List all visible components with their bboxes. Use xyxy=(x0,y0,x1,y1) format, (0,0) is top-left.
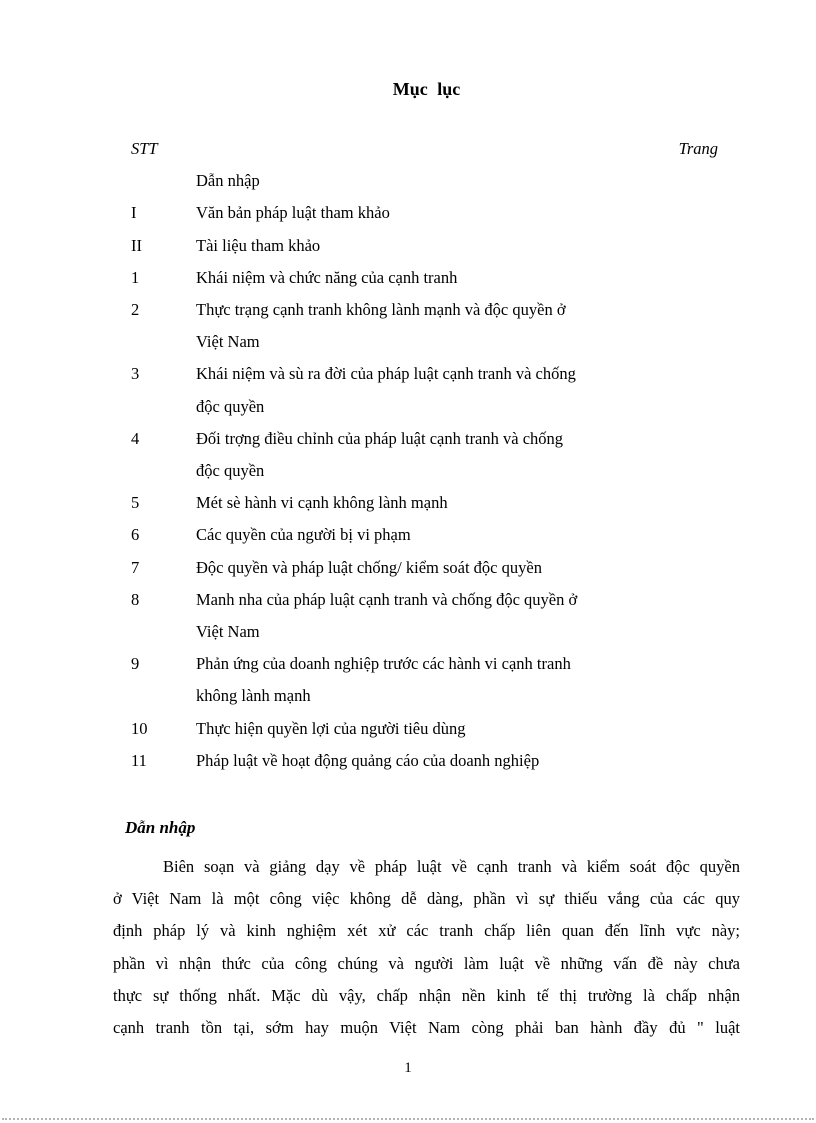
toc-item-title xyxy=(196,358,740,422)
page-number: 1 xyxy=(404,1060,412,1076)
toc-item-line: không lành mạnh xyxy=(196,686,311,706)
table-of-contents xyxy=(113,133,740,777)
toc-item-line: Phản ứng của doanh nghiệp trước các hành vi cạnh tranh xyxy=(196,654,571,674)
toc-item-title xyxy=(196,262,740,294)
toc-item-number xyxy=(113,165,196,197)
paragraph-line: định pháp lý và kinh nghiệm xét xử các tranh chấp liên quan đến lĩnh vực này; xyxy=(113,921,740,941)
toc-header-trang: Trang xyxy=(678,139,718,158)
toc-item-line: Văn bản pháp luật tham khảo xyxy=(196,203,390,223)
toc-row xyxy=(113,423,740,487)
toc-row xyxy=(113,584,740,648)
toc-items xyxy=(113,165,740,777)
toc-header-row xyxy=(113,133,740,165)
toc-item-number: 5 xyxy=(131,493,140,513)
toc-item-title xyxy=(196,165,740,197)
toc-item-line: Việt Nam xyxy=(196,332,260,352)
toc-item-line: Pháp luật về hoạt động quảng cáo của doanh nghiệp xyxy=(196,750,540,770)
toc-row xyxy=(113,294,740,358)
toc-item-number: II xyxy=(131,235,142,255)
paragraph-line: ở Việt Nam là một công việc không dễ dàng, phần vì sự thiếu vắng của các quy xyxy=(113,889,740,909)
toc-item-line: độc quyền xyxy=(196,396,265,416)
toc-item-title xyxy=(196,584,740,648)
toc-row xyxy=(113,487,740,519)
toc-item-title xyxy=(196,487,740,519)
toc-item-line: Việt Nam xyxy=(196,622,260,642)
page-content xyxy=(113,0,740,1044)
toc-item-title xyxy=(196,519,740,551)
toc-item-number: 7 xyxy=(131,557,140,577)
toc-item-title xyxy=(196,294,740,358)
toc-item-line: Mét sè hành vi cạnh không lành mạnh xyxy=(196,493,448,513)
toc-item-title xyxy=(196,745,740,777)
toc-item-number: 2 xyxy=(131,300,140,320)
toc-item-title xyxy=(196,713,740,745)
page-break-divider xyxy=(2,1118,814,1120)
toc-item-line: độc quyền xyxy=(196,461,265,481)
toc-item-title xyxy=(196,552,740,584)
paragraph-line: cạnh tranh tồn tại, sớm hay muộn Việt Nam còng phải ban hành đầy đủ " luật xyxy=(113,1017,740,1037)
page-title: Mục lục xyxy=(392,79,461,99)
toc-item-number: 9 xyxy=(131,654,140,674)
toc-item-line: Đối trợng điều chỉnh của pháp luật cạnh tranh và chống xyxy=(196,428,564,448)
section-heading: Dẫn nhập xyxy=(125,818,196,838)
toc-item-title xyxy=(196,648,740,712)
toc-item-number: 11 xyxy=(131,750,147,770)
toc-row xyxy=(113,165,740,197)
toc-row xyxy=(113,230,740,262)
toc-item-line: Các quyền của người bị vi phạm xyxy=(196,525,411,545)
toc-row xyxy=(113,519,740,551)
toc-item-number: 3 xyxy=(131,364,140,384)
toc-row xyxy=(113,552,740,584)
toc-item-title xyxy=(196,197,740,229)
intro-paragraph xyxy=(113,851,740,1044)
toc-row xyxy=(113,262,740,294)
toc-header-stt: STT xyxy=(131,139,158,158)
toc-item-line: Độc quyền và pháp luật chống/ kiểm soát độc quyền xyxy=(196,557,542,577)
toc-item-line: Manh nha của pháp luật cạnh tranh và chống độc quyền ở xyxy=(196,589,578,609)
toc-item-title xyxy=(196,230,740,262)
paragraph-line: thực sự thống nhất. Mặc dù vậy, chấp nhận nền kinh tế thị trường là chấp nhận xyxy=(113,985,740,1005)
toc-item-number: 6 xyxy=(131,525,140,545)
toc-row xyxy=(113,197,740,229)
toc-row xyxy=(113,713,740,745)
toc-item-line: Dẫn nhập xyxy=(196,171,260,191)
toc-row xyxy=(113,648,740,712)
toc-item-line: Khái niệm và chức năng của cạnh tranh xyxy=(196,267,458,287)
toc-item-number: 8 xyxy=(131,589,140,609)
toc-item-line: Tài liệu tham khảo xyxy=(196,235,321,255)
toc-row xyxy=(113,358,740,422)
toc-item-number: 1 xyxy=(131,267,140,287)
toc-item-title xyxy=(196,423,740,487)
toc-item-line: Thực hiện quyền lợi của người tiêu dùng xyxy=(196,718,466,738)
paragraph-line: Biên soạn và giảng dạy về pháp luật về cạnh tranh và kiểm soát độc quyền xyxy=(163,857,740,877)
toc-item-number: I xyxy=(131,203,137,223)
toc-item-line: Thực trạng cạnh tranh không lành mạnh và độc quyền ở xyxy=(196,300,566,320)
toc-item-number: 10 xyxy=(131,718,148,738)
paragraph-line: phần vì nhận thức của công chúng và người làm luật về những vấn đề này chưa xyxy=(113,953,740,973)
toc-row xyxy=(113,745,740,777)
toc-item-line: Khái niệm và sù ra đời của pháp luật cạnh tranh và chống xyxy=(196,364,576,384)
toc-item-number: 4 xyxy=(131,428,140,448)
